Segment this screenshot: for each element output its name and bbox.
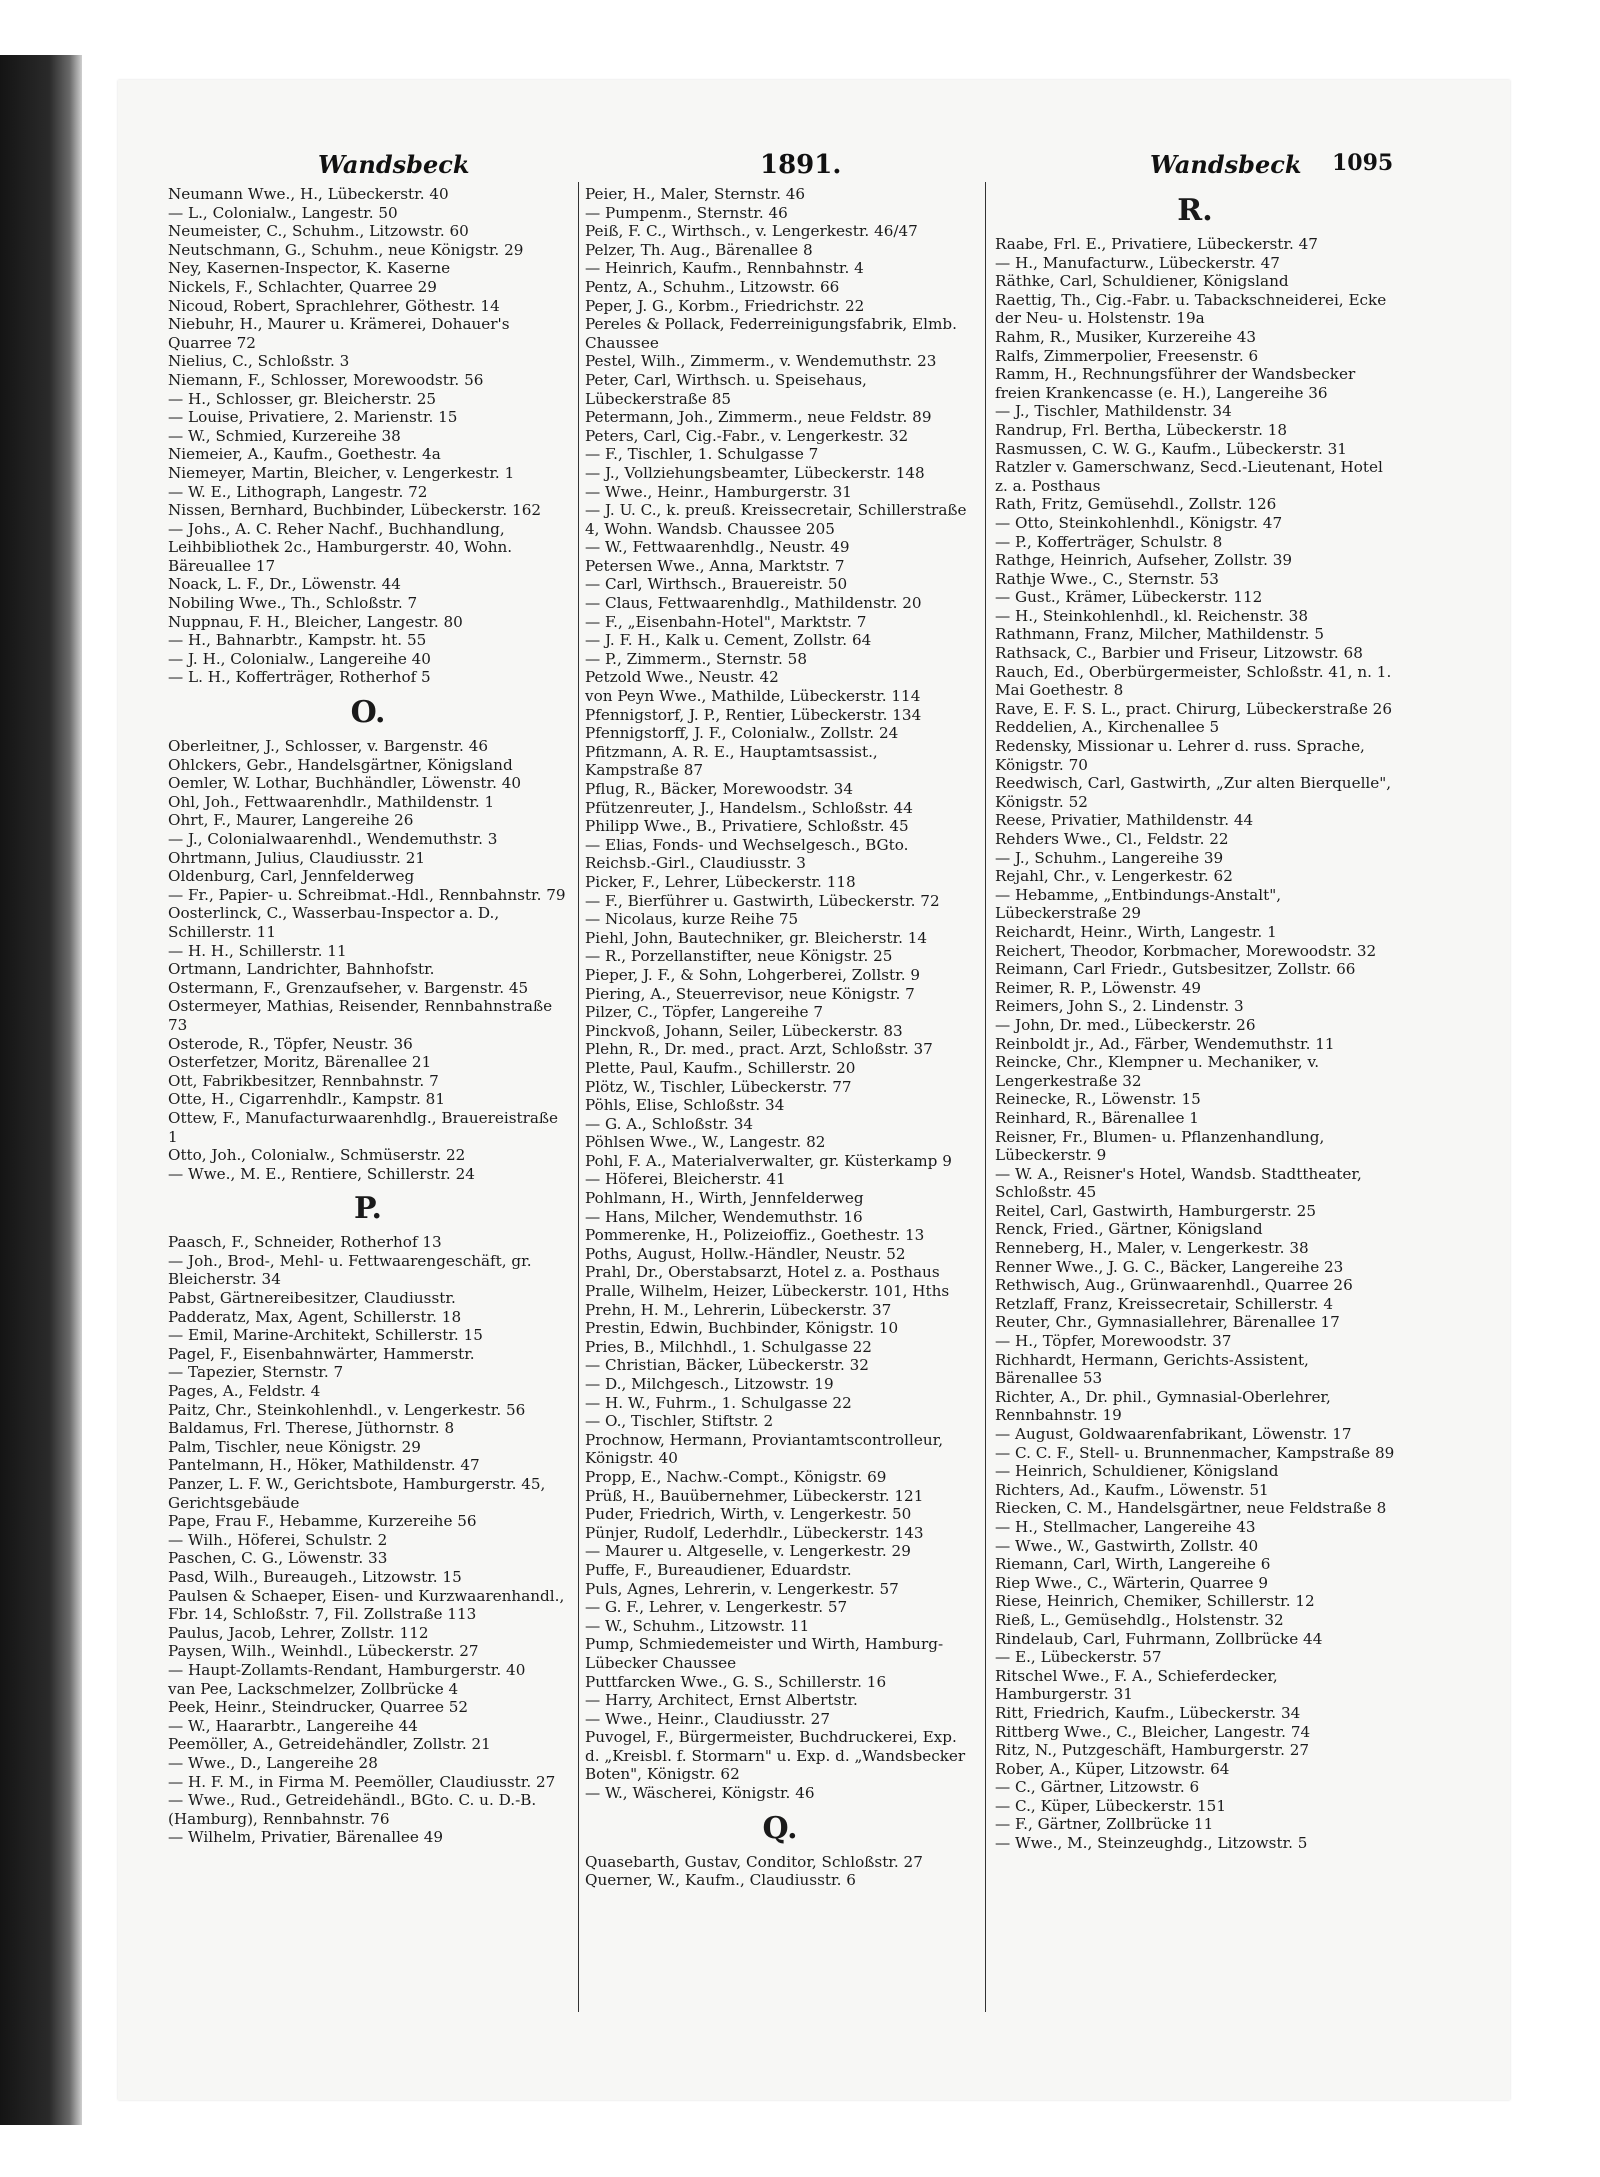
directory-entry: Pentz, A., Schuhm., Litzowstr. 66 (585, 277, 840, 296)
directory-entry: Reimer, R. P., Löwenstr. 49 (995, 978, 1202, 997)
directory-entry: — Nicolaus, kurze Reihe 75 (585, 910, 799, 929)
directory-entry: — J., Colonialwaarenhdl., Wendemuthstr. 3 (168, 830, 498, 848)
directory-entry: — Christian, Bäcker, Lübeckerstr. 32 (585, 1356, 869, 1375)
directory-entry: Riemann, Carl, Wirth, Langereihe 6 (995, 1555, 1271, 1574)
directory-entry: Reedwisch, Carl, Gastwirth, „Zur alten Bierquelle", Königstr. 52 (995, 774, 1392, 811)
directory-entry: Otte, H., Cigarrenhdlr., Kampstr. 81 (168, 1090, 445, 1109)
directory-entry: — Louise, Privatiere, 2. Marienstr. 15 (168, 408, 458, 427)
running-head-year: 1891. (760, 150, 842, 180)
directory-entry: Rieß, L., Gemüsehdlg., Holstenstr. 32 (995, 1610, 1284, 1629)
directory-entry: — O., Tischler, Stiftstr. 2 (585, 1412, 774, 1431)
directory-entry: Rathmann, Franz, Milcher, Mathildenstr. 5 (995, 625, 1324, 644)
directory-entry: Petzold Wwe., Neustr. 42 (585, 668, 779, 687)
directory-entry: — Johs., A. C. Reher Nachf., Buchhandlung, Leihbibliothek 2c., Hamburgerstr. 40, Wohn. Bäreuallee 17 (168, 519, 513, 575)
directory-entry: Reisner, Fr., Blumen- u. Pflanzenhandlung, Lübeckerstr. 9 (995, 1127, 1325, 1165)
directory-entry: — L., Colonialw., Langestr. 50 (168, 203, 398, 222)
directory-entry: Ney, Kasernen-Inspector, K. Kaserne (168, 259, 451, 278)
directory-entry: Plette, Paul, Kaufm., Schillerstr. 20 (585, 1058, 856, 1077)
directory-entry: Retzlaff, Franz, Kreissecretair, Schillerstr. 4 (995, 1294, 1333, 1313)
directory-entry: — Wwe., M. E., Rentiere, Schillerstr. 24 (168, 1164, 475, 1183)
directory-entry: Philipp Wwe., B., Privatiere, Schloßstr. 45 (585, 817, 909, 836)
directory-entry: Rave, E. F. S. L., pract. Chirurg, Lübeckerstraße 26 (995, 699, 1392, 718)
directory-entry: Reinhard, R., Bärenallee 1 (995, 1108, 1199, 1127)
directory-entry: Pagel, F., Eisenbahnwärter, Hammerstr. (168, 1344, 475, 1363)
directory-entry: Ramm, H., Rechnungsführer der Wandsbecker freien Krankencasse (e. H.), Langereihe 36 (995, 365, 1356, 402)
directory-entry: Peper, J. G., Korbm., Friedrichstr. 22 (585, 296, 865, 315)
running-head-right: Wandsbeck (1150, 150, 1302, 179)
directory-entry: — W., Schmied, Kurzereihe 38 (168, 426, 401, 445)
directory-entry: Pelzer, Th. Aug., Bärenallee 8 (585, 240, 813, 259)
directory-entry: — Wwe., M., Steinzeughdg., Litzowstr. 5 (995, 1834, 1308, 1853)
directory-entry: Noack, L. F., Dr., Löwenstr. 44 (168, 575, 401, 594)
directory-entry: — J. H., Colonialw., Langereihe 40 (168, 649, 431, 668)
directory-entry: Quasebarth, Gustav, Conditor, Schloßstr. 27 (585, 1852, 923, 1871)
directory-entry: Rathje Wwe., C., Sternstr. 53 (995, 569, 1219, 588)
directory-entry: Nuppnau, F. H., Bleicher, Langestr. 80 (168, 612, 463, 631)
directory-entry: — G. A., Schloßstr. 34 (585, 1114, 754, 1133)
directory-entry: Pöhls, Elise, Schloßstr. 34 (585, 1096, 785, 1115)
directory-entry: Baldamus, Frl. Therese, Jüthornstr. 8 (168, 1419, 455, 1438)
directory-entry: Panzer, L. F. W., Gerichtsbote, Hamburgerstr. 45, Gerichtsgebäude (168, 1475, 546, 1512)
directory-entry: — Otto, Steinkohlenhdl., Königstr. 47 (995, 513, 1283, 532)
directory-entry: — Hans, Milcher, Wendemuthstr. 16 (585, 1207, 863, 1226)
directory-entry: Pfitzmann, A. R. E., Hauptamtsassist., Kampstraße 87 (585, 742, 878, 780)
directory-entry: — L. H., Kofferträger, Rotherhof 5 (168, 668, 431, 687)
directory-entry: Nickels, F., Schlachter, Quarree 29 (168, 277, 437, 296)
directory-entry: Rindelaub, Carl, Fuhrmann, Zollbrücke 44 (995, 1629, 1323, 1648)
directory-entry: Prestin, Edwin, Buchbinder, Königstr. 10 (585, 1319, 899, 1338)
directory-entry: — Joh., Brod-, Mehl- u. Fettwaarengeschäft, gr. Bleicherstr. 34 (168, 1251, 532, 1289)
directory-entry: Otto, Joh., Colonialw., Schmüserstr. 22 (168, 1146, 466, 1165)
directory-entry: Ritz, N., Putzgeschäft, Hamburgerstr. 27 (995, 1741, 1310, 1760)
directory-entry: — J., Vollziehungsbeamter, Lübeckerstr. 148 (585, 463, 925, 482)
directory-entry: Puls, Agnes, Lehrerin, v. Lengerkestr. 57 (585, 1579, 899, 1598)
directory-entry: Renck, Fried., Gärtner, Königsland (995, 1220, 1263, 1239)
directory-entry: Reichardt, Heinr., Wirth, Langestr. 1 (995, 922, 1277, 941)
directory-entry: Peek, Heinr., Steindrucker, Quarree 52 (168, 1698, 469, 1717)
book-binding-edge (0, 55, 82, 2125)
directory-entry: Petermann, Joh., Zimmerm., neue Feldstr. 89 (585, 408, 932, 427)
directory-entry: Niemeier, A., Kaufm., Goethestr. 4a (168, 445, 441, 464)
directory-entry: Pralle, Wilhelm, Heizer, Lübeckerstr. 101, Hths (585, 1282, 950, 1301)
directory-entry: Osterfetzer, Moritz, Bärenallee 21 (168, 1053, 432, 1072)
directory-entry: — H., Bahnarbtr., Kampstr. ht. 55 (168, 631, 427, 650)
directory-entry: Puffe, F., Bureaudiener, Eduardstr. (585, 1560, 852, 1579)
directory-entry: Nobiling Wwe., Th., Schloßstr. 7 (168, 594, 418, 613)
directory-entry: Paschen, C. G., Löwenstr. 33 (168, 1549, 388, 1568)
directory-entry: Pestel, Wilh., Zimmerm., v. Wendemuthstr. 23 (585, 352, 937, 371)
directory-entry: Oldenburg, Carl, Jennfelderweg (168, 867, 415, 886)
directory-entry: — Wilh., Höferei, Schulstr. 2 (168, 1530, 388, 1549)
directory-entry: Peemöller, A., Getreidehändler, Zollstr. 21 (168, 1735, 491, 1754)
directory-entry: — Fr., Papier- u. Schreibmat.-Hdl., Rennbahnstr. 79 (168, 885, 566, 904)
directory-entry: Oberleitner, J., Schlosser, v. Bargenstr. 46 (168, 737, 489, 756)
directory-entry: Reincke, Chr., Klempner u. Mechaniker, v. Lengerkestraße 32 (995, 1053, 1320, 1090)
directory-entry: Rahm, R., Musiker, Kurzereihe 43 (995, 327, 1257, 346)
directory-entry: — Claus, Fettwaarenhdlg., Mathildenstr. 20 (585, 594, 922, 613)
directory-entry: — G. F., Lehrer, v. Lengerkestr. 57 (585, 1598, 848, 1617)
directory-entry: Reuter, Chr., Gymnasiallehrer, Bärenallee 17 (995, 1313, 1340, 1332)
directory-entry: Ralfs, Zimmerpolier, Freesenstr. 6 (995, 346, 1259, 365)
directory-entry: Puder, Friedrich, Wirth, v. Lengerkestr. 50 (585, 1505, 912, 1524)
directory-entry: — F., Tischler, 1. Schulgasse 7 (585, 445, 819, 464)
directory-entry: Petersen Wwe., Anna, Marktstr. 7 (585, 556, 845, 575)
directory-entry: Redensky, Missionar u. Lehrer d. russ. Sprache, Königstr. 70 (995, 737, 1365, 774)
directory-entry: — C., Küper, Lübeckerstr. 151 (995, 1796, 1226, 1815)
directory-entry: Ohrt, F., Maurer, Langereihe 26 (168, 811, 414, 830)
directory-entry: Richter, A., Dr. phil., Gymnasial-Oberlehrer, Rennbahnstr. 19 (995, 1387, 1331, 1425)
directory-entry: Rehders Wwe., Cl., Feldstr. 22 (995, 830, 1229, 848)
directory-entry: Puvogel, F., Bürgermeister, Buchdruckerei, Exp. d. „Kreisbl. f. Stormarn" u. Exp. d. „Wandsbecker Boten", Königstr. 62 (585, 1728, 966, 1784)
directory-entry: Prüß, H., Bauübernehmer, Lübeckerstr. 121 (585, 1486, 924, 1505)
directory-entry: — J. F. H., Kalk u. Cement, Zollstr. 64 (585, 631, 872, 650)
directory-entry: Plehn, R., Dr. med., pract. Arzt, Schloßstr. 37 (585, 1040, 933, 1059)
directory-entry: Ratzler v. Gamerschwanz, Secd.-Lieutenant, Hotel z. a. Posthaus (995, 458, 1383, 495)
directory-entry: Prahl, Dr., Oberstabsarzt, Hotel z. a. Posthaus (585, 1263, 940, 1282)
directory-entry: Ostermeyer, Mathias, Reisender, Rennbahnstraße 73 (168, 997, 553, 1034)
directory-entry: Ritt, Friedrich, Kaufm., Lübeckerstr. 34 (995, 1703, 1301, 1722)
directory-entry: Reichert, Theodor, Korbmacher, Morewoodstr. 32 (995, 941, 1377, 960)
directory-entry: — Wwe., Heinr., Claudiusstr. 27 (585, 1709, 830, 1728)
directory-entry: Pfützenreuter, J., Handelsm., Schloßstr. 44 (585, 798, 913, 817)
directory-entry: Pantelmann, H., Höker, Mathildenstr. 47 (168, 1456, 480, 1475)
directory-entry: — August, Goldwaarenfabrikant, Löwenstr. 17 (995, 1425, 1352, 1443)
directory-entry: — W., Haararbtr., Langereihe 44 (168, 1716, 418, 1735)
directory-entry: Paitz, Chr., Steinkohlenhdl., v. Lengerkestr. 56 (168, 1400, 526, 1419)
directory-entry: Reimann, Carl Friedr., Gutsbesitzer, Zollstr. 66 (995, 960, 1356, 979)
directory-entry: — F., Gärtner, Zollbrücke 11 (995, 1815, 1214, 1834)
directory-entry: Riese, Heinrich, Chemiker, Schillerstr. 12 (995, 1592, 1315, 1611)
directory-entry: Plötz, W., Tischler, Lübeckerstr. 77 (585, 1077, 852, 1096)
directory-entry: Prehn, H. M., Lehrerin, Lübeckerstr. 37 (585, 1300, 892, 1319)
directory-entry: Rethwisch, Aug., Grünwaarenhdl., Quarree 26 (995, 1276, 1353, 1295)
directory-entry: Piering, A., Steuerrevisor, neue Königstr. 7 (585, 984, 915, 1003)
directory-entry: — Harry, Architect, Ernst Albertstr. (585, 1691, 858, 1710)
directory-entry: — H. F. M., in Firma M. Peemöller, Claudiusstr. 27 (168, 1772, 556, 1791)
directory-entry: Paasch, F., Schneider, Rotherhof 13 (168, 1233, 442, 1252)
directory-entry: — Maurer u. Altgeselle, v. Lengerkestr. 29 (585, 1542, 911, 1561)
directory-entry: Riep Wwe., C., Wärterin, Quarree 9 (995, 1573, 1268, 1592)
directory-entry: — E., Lübeckerstr. 57 (995, 1648, 1162, 1667)
directory-entry: Reddelien, A., Kirchenallee 5 (995, 718, 1220, 737)
directory-entry: Raabe, Frl. E., Privatiere, Lübeckerstr. 47 (995, 235, 1318, 253)
directory-entry: Peter, Carl, Wirthsch. u. Speisehaus, Lübeckerstraße 85 (585, 370, 867, 408)
directory-entry: Pflug, R., Bäcker, Morewoodstr. 34 (585, 780, 854, 798)
section-letter: Q. (762, 1810, 798, 1846)
directory-entry: Peiß, F. C., Wirthsch., v. Lengerkestr. 46/47 (585, 222, 918, 241)
directory-entry: — H., Steinkohlenhdl., kl. Reichenstr. 38 (995, 606, 1308, 625)
directory-entry: — W., Fettwaarenhdlg., Neustr. 49 (585, 538, 850, 557)
directory-entry: Neumeister, C., Schuhm., Litzowstr. 60 (168, 222, 469, 241)
directory-entry: Nicoud, Robert, Sprachlehrer, Göthestr. 14 (168, 296, 500, 315)
directory-entry: Pöhlsen Wwe., W., Langestr. 82 (585, 1133, 826, 1152)
directory-entry: — Wilhelm, Privatier, Bärenallee 49 (168, 1828, 444, 1847)
directory-entry: — P., Zimmerm., Sternstr. 58 (585, 649, 807, 668)
directory-column-3 (995, 185, 1395, 1853)
directory-entry: Propp, E., Nachw.-Compt., Königstr. 69 (585, 1467, 887, 1486)
directory-entry: — F., „Eisenbahn-Hotel", Marktstr. 7 (585, 612, 867, 631)
directory-entry: Pinckvoß, Johann, Seiler, Lübeckerstr. 83 (585, 1021, 903, 1040)
directory-entry: Randrup, Frl. Bertha, Lübeckerstr. 18 (995, 420, 1288, 439)
directory-entry: Peier, H., Maler, Sternstr. 46 (585, 185, 806, 203)
directory-entry: Pages, A., Feldstr. 4 (168, 1382, 321, 1401)
directory-entry: Pabst, Gärtnereibesitzer, Claudiusstr. (168, 1289, 456, 1308)
page-number: 1095 (1332, 150, 1394, 176)
directory-entry: — Emil, Marine-Architekt, Schillerstr. 15 (168, 1326, 483, 1345)
directory-entry: — Heinrich, Schuldiener, Königsland (995, 1462, 1279, 1481)
directory-entry: — J., Schuhm., Langereihe 39 (995, 848, 1224, 867)
directory-entry: — Wwe., W., Gastwirth, Zollstr. 40 (995, 1536, 1259, 1555)
directory-entry: Pasd, Wilh., Bureaugeh., Litzowstr. 15 (168, 1567, 462, 1586)
directory-entry: — Elias, Fonds- und Wechselgesch., BGto. Reichsb.-Girl., Claudiusstr. 3 (585, 835, 909, 873)
directory-entry: Pfennigstorff, J. F., Colonialw., Zollstr. 24 (585, 724, 899, 743)
directory-column-2 (585, 185, 975, 1890)
directory-entry: — J., Tischler, Mathildenstr. 34 (995, 402, 1232, 421)
directory-entry: Richhardt, Hermann, Gerichts-Assistent, Bärenallee 53 (995, 1350, 1309, 1388)
directory-entry: Ott, Fabrikbesitzer, Rennbahnstr. 7 (168, 1071, 439, 1090)
directory-entry: — C., Gärtner, Litzowstr. 6 (995, 1778, 1200, 1797)
directory-entry: — H., Manufacturw., Lübeckerstr. 47 (995, 253, 1280, 272)
directory-entry: Pommerenke, H., Polizeioffiz., Goethestr. 13 (585, 1226, 925, 1245)
directory-column-1 (168, 185, 568, 1847)
directory-entry: Pfennigstorf, J. P., Rentier, Lübeckerstr. 134 (585, 705, 922, 724)
directory-entry: — H., Stellmacher, Langereihe 43 (995, 1517, 1256, 1536)
directory-entry: Prochnow, Hermann, Proviantamtscontrolleur, Königstr. 40 (585, 1430, 944, 1468)
directory-entry: — Wwe., Heinr., Hamburgerstr. 31 (585, 482, 852, 501)
directory-entry: Pohlmann, H., Wirth, Jennfelderweg (585, 1189, 864, 1208)
directory-entry: — D., Milchgesch., Litzowstr. 19 (585, 1375, 834, 1393)
directory-entry: Pump, Schmiedemeister und Wirth, Hamburg-Lübecker Chaussee (585, 1635, 944, 1672)
section-letter: R. (1177, 193, 1213, 228)
directory-entry: Neumann Wwe., H., Lübeckerstr. 40 (168, 185, 449, 203)
directory-entry: — John, Dr. med., Lübeckerstr. 26 (995, 1015, 1256, 1034)
directory-entry: Palm, Tischler, neue Königstr. 29 (168, 1437, 421, 1456)
directory-entry: — Heinrich, Kaufm., Rennbahnstr. 4 (585, 259, 864, 278)
directory-entry: — C. C. F., Stell- u. Brunnenmacher, Kampstraße 89 (995, 1443, 1395, 1462)
directory-entry: Piehl, John, Bautechniker, gr. Bleicherstr. 14 (585, 928, 928, 947)
directory-entry: Puttfarcken Wwe., G. S., Schillerstr. 16 (585, 1672, 887, 1691)
directory-entry: Paulus, Jacob, Lehrer, Zollstr. 112 (168, 1623, 429, 1642)
directory-entry: — Wwe., D., Langereihe 28 (168, 1753, 378, 1772)
directory-entry: — Höferei, Bleicherstr. 41 (585, 1170, 786, 1189)
directory-entry: Riecken, C. M., Handelsgärtner, neue Feldstraße 8 (995, 1499, 1387, 1518)
directory-entry: Oosterlinck, C., Wasserbau-Inspector a. D., Schillerstr. 11 (168, 904, 500, 941)
directory-entry: — W. A., Reisner's Hotel, Wandsb. Stadttheater, Schloßstr. 45 (995, 1164, 1362, 1202)
directory-entry: — H., Schlosser, gr. Bleicherstr. 25 (168, 389, 437, 408)
directory-entry: Poths, August, Hollw.-Händler, Neustr. 52 (585, 1244, 906, 1263)
directory-entry: Rasmussen, C. W. G., Kaufm., Lübeckerstr. 31 (995, 439, 1347, 458)
directory-entry: Pohl, F. A., Materialverwalter, gr. Küsterkamp 9 (585, 1151, 952, 1170)
directory-entry: Niebuhr, H., Maurer u. Krämerei, Dohauer's Quarree 72 (168, 315, 510, 352)
directory-entry: — P., Kofferträger, Schulstr. 8 (995, 532, 1223, 551)
directory-entry: — W., Wäscherei, Königstr. 46 (585, 1784, 815, 1803)
directory-entry: Raettig, Th., Cig.-Fabr. u. Tabackschneiderei, Ecke der Neu- u. Holstenstr. 19a (995, 290, 1387, 328)
directory-entry: Paulsen & Schaeper, Eisen- und Kurzwaarenhandl., Fbr. 14, Schloßstr. 7, Fil. Zollstraße 113 (168, 1586, 565, 1624)
directory-entry: Oemler, W. Lothar, Buchhändler, Löwenstr. 40 (168, 774, 522, 793)
directory-entry: — J. U. C., k. preuß. Kreissecretair, Schillerstraße 4, Wohn. Wandsb. Chaussee 205 (585, 501, 967, 538)
directory-entry: Ottew, F., Manufacturwaarenhdlg., Brauereistraße 1 (168, 1108, 559, 1146)
directory-entry: — Wwe., Rud., Getreidehändl., BGto. C. u. D.-B. (Hamburg), Rennbahnstr. 76 (168, 1791, 537, 1828)
running-head-left: Wandsbeck (318, 150, 470, 179)
directory-entry: — Tapezier, Sternstr. 7 (168, 1363, 344, 1382)
directory-entry: Pünjer, Rudolf, Lederhdlr., Lübeckerstr. 143 (585, 1523, 924, 1542)
directory-entry: Pries, B., Milchhdl., 1. Schulgasse 22 (585, 1337, 872, 1356)
directory-entry: Pilzer, C., Töpfer, Langereihe 7 (585, 1003, 823, 1022)
directory-entry: Räthke, Carl, Schuldiener, Königsland (995, 272, 1289, 291)
directory-entry: Peters, Carl, Cig.-Fabr., v. Lengerkestr. 32 (585, 426, 909, 445)
directory-entry: Rittberg Wwe., C., Bleicher, Langestr. 74 (995, 1722, 1311, 1741)
directory-entry: — Gust., Krämer, Lübeckerstr. 112 (995, 588, 1263, 607)
directory-entry: Pieper, J. F., & Sohn, Lohgerberei, Zollstr. 9 (585, 965, 921, 984)
directory-entry: Pape, Frau F., Hebamme, Kurzereihe 56 (168, 1512, 477, 1531)
directory-entry: Picker, F., Lehrer, Lübeckerstr. 118 (585, 872, 856, 891)
directory-entry: — H. W., Fuhrm., 1. Schulgasse 22 (585, 1393, 852, 1412)
directory-entry: Paysen, Wilh., Weinhdl., Lübeckerstr. 27 (168, 1642, 479, 1661)
directory-entry: Renner Wwe., J. G. C., Bäcker, Langereihe 23 (995, 1257, 1344, 1276)
directory-entry: — F., Bierführer u. Gastwirth, Lübeckerstr. 72 (585, 891, 940, 910)
directory-entry: Niemeyer, Martin, Bleicher, v. Lengerkestr. 1 (168, 463, 515, 482)
directory-entry: Rejahl, Chr., v. Lengerkestr. 62 (995, 867, 1233, 886)
directory-entry: — Hebamme, „Entbindungs-Anstalt", Lübeckerstraße 29 (995, 885, 1282, 923)
column-rule (578, 182, 579, 2012)
directory-entry: Ohrtmann, Julius, Claudiusstr. 21 (168, 848, 426, 867)
directory-entry: Rathge, Heinrich, Aufseher, Zollstr. 39 (995, 551, 1293, 570)
directory-entry: Ohlckers, Gebr., Handelsgärtner, Königsland (168, 755, 513, 774)
directory-entry: — Haupt-Zollamts-Rendant, Hamburgerstr. 40 (168, 1660, 526, 1679)
directory-entry: Rober, A., Küper, Litzowstr. 64 (995, 1759, 1230, 1778)
directory-entry: Reinboldt jr., Ad., Färber, Wendemuthstr. 11 (995, 1034, 1335, 1053)
column-rule (985, 182, 986, 2012)
directory-entry: Reinecke, R., Löwenstr. 15 (995, 1090, 1201, 1109)
directory-entry: von Peyn Wwe., Mathilde, Lübeckerstr. 114 (585, 687, 921, 706)
directory-entry: Osterode, R., Töpfer, Neustr. 36 (168, 1034, 413, 1053)
directory-entry: Rath, Fritz, Gemüsehdl., Zollstr. 126 (995, 495, 1277, 514)
directory-entry: — Pumpenm., Sternstr. 46 (585, 203, 788, 222)
directory-entry: — H., Töpfer, Morewoodstr. 37 (995, 1332, 1232, 1351)
directory-entry: Ohl, Joh., Fettwaarenhdlr., Mathildenstr. 1 (168, 792, 495, 811)
directory-entry: Reitel, Carl, Gastwirth, Hamburgerstr. 25 (995, 1201, 1316, 1220)
directory-entry: — R., Porzellanstifter, neue Königstr. 25 (585, 947, 893, 966)
directory-entry: Reese, Privatier, Mathildenstr. 44 (995, 811, 1254, 830)
directory-entry: — W. E., Lithograph, Langestr. 72 (168, 482, 428, 501)
directory-entry: van Pee, Lackschmelzer, Zollbrücke 4 (168, 1679, 459, 1698)
section-letter: O. (350, 695, 386, 731)
directory-entry: Ritschel Wwe., F. A., Schieferdecker, Hamburgerstr. 31 (995, 1666, 1278, 1704)
directory-entry: — H. H., Schillerstr. 11 (168, 941, 347, 960)
directory-entry: Richters, Ad., Kaufm., Löwenstr. 51 (995, 1480, 1269, 1499)
directory-entry: Nissen, Bernhard, Buchbinder, Lübeckerstr. 162 (168, 501, 542, 520)
directory-entry: Renneberg, H., Maler, v. Lengerkestr. 38 (995, 1239, 1309, 1258)
directory-entry: Padderatz, Max, Agent, Schillerstr. 18 (168, 1307, 462, 1326)
directory-entry: Pereles & Pollack, Federreinigungsfabrik, Elmb. Chaussee (585, 315, 957, 352)
directory-entry: Ortmann, Landrichter, Bahnhofstr. (168, 960, 435, 979)
directory-entry: — Carl, Wirthsch., Brauereistr. 50 (585, 575, 848, 594)
directory-entry: Niemann, F., Schlosser, Morewoodstr. 56 (168, 370, 484, 389)
directory-entry: Ostermann, F., Grenzaufseher, v. Bargenstr. 45 (168, 978, 529, 997)
directory-entry: Rauch, Ed., Oberbürgermeister, Schloßstr. 41, n. 1. Mai Goethestr. 8 (995, 662, 1392, 700)
directory-entry: Neutschmann, G., Schuhm., neue Königstr. 29 (168, 240, 524, 259)
directory-entry: Reimers, John S., 2. Lindenstr. 3 (995, 997, 1244, 1016)
directory-entry: Querner, W., Kaufm., Claudiusstr. 6 (585, 1871, 856, 1890)
section-letter: P. (353, 1191, 383, 1227)
directory-entry: Nielius, C., Schloßstr. 3 (168, 352, 350, 371)
directory-entry: Rathsack, C., Barbier und Friseur, Litzowstr. 68 (995, 644, 1363, 663)
directory-entry: — W., Schuhm., Litzowstr. 11 (585, 1616, 810, 1635)
